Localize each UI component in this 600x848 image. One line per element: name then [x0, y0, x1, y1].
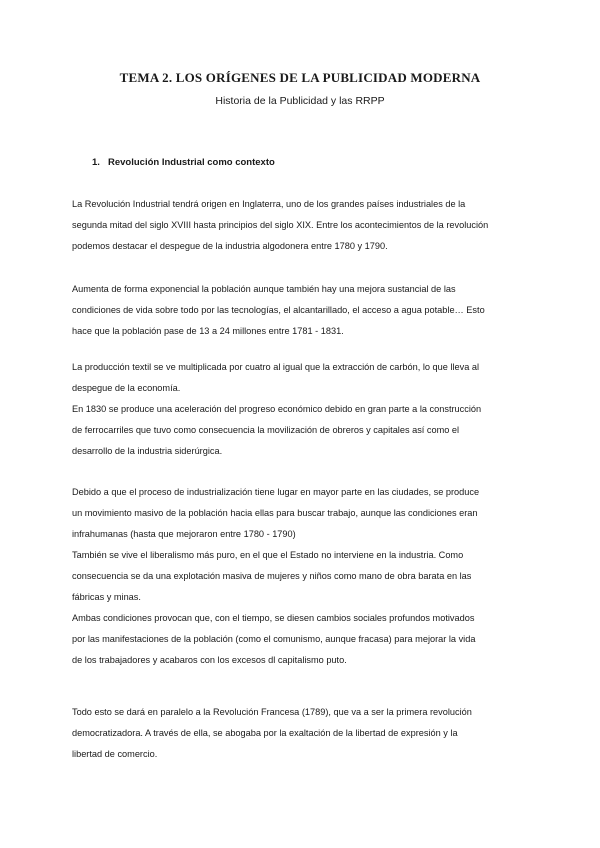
paragraph-4: [72, 482, 530, 671]
section-title: Revolución Industrial como contexto: [108, 157, 275, 168]
paragraph-line: La producción textil se ve multiplicada por cuatro al igual que la extracción de carbón, lo que lleva al: [72, 362, 480, 372]
section-number: 1.: [92, 157, 100, 168]
paragraph-line: hace que la población pase de 13 a 24 millones entre 1781 - 1831.: [72, 326, 344, 336]
paragraph-line: Debido a que el proceso de industrialización tiene lugar en mayor parte en las ciudades, se produce: [72, 487, 480, 497]
paragraph-line: libertad de comercio.: [72, 749, 158, 759]
paragraph-5: [72, 702, 530, 765]
paragraph-line: Todo esto se dará en paralelo a la Revolución Francesa (1789), que va a ser la primera revolución: [72, 707, 472, 717]
paragraph-line: segunda mitad del siglo XVIII hasta principios del siglo XIX. Entre los acontecimientos de la revolución: [72, 220, 489, 230]
paragraph-line: desarrollo de la industria siderúrgica.: [72, 446, 223, 456]
paragraph-line: de los trabajadores y acabaros con los excesos dl capitalismo puto.: [72, 655, 347, 665]
paragraph-line: infrahumanas (hasta que mejoraron entre 1780 - 1790): [72, 529, 296, 539]
paragraph-line: En 1830 se produce una aceleración del progreso económico debido en gran parte a la construcción: [72, 404, 482, 414]
paragraph-2: [72, 279, 530, 342]
paragraph-line: por las manifestaciones de la población (como el comunismo, aunque fracasa) para mejorar la vida: [72, 634, 476, 644]
paragraph-line: La Revolución Industrial tendrá origen en Inglaterra, uno de los grandes países industriales de la: [72, 199, 466, 209]
document-subtitle: Historia de la Publicidad y las RRPP: [215, 95, 385, 107]
document-title: TEMA 2. LOS ORÍGENES DE LA PUBLICIDAD MODERNA: [119, 70, 481, 85]
paragraph-1: [72, 194, 530, 257]
paragraph-3: [72, 357, 530, 462]
paragraph-line: consecuencia se da una explotación masiva de mujeres y niños como mano de obra barata en las: [72, 571, 472, 581]
section-heading: [92, 157, 275, 168]
paragraph-line: un movimiento masivo de la población hacia ellas para buscar trabajo, aunque las condiciones eran: [72, 508, 478, 518]
paragraph-line: condiciones de vida sobre todo por las tecnologías, el alcantarillado, el acceso a agua potable… Esto: [72, 305, 485, 315]
paragraph-line: Aumenta de forma exponencial la población aunque también hay una mejora sustancial de las: [72, 284, 456, 294]
paragraph-line: También se vive el liberalismo más puro, en el que el Estado no interviene en la industria. Como: [72, 550, 464, 560]
paragraph-line: fábricas y minas.: [72, 592, 141, 602]
paragraph-line: podemos destacar el despegue de la industria algodonera entre 1780 y 1790.: [72, 241, 388, 251]
paragraph-line: despegue de la economía.: [72, 383, 181, 393]
paragraph-line: Ambas condiciones provocan que, con el tiempo, se diesen cambios sociales profundos motivados: [72, 613, 475, 623]
paragraph-line: democratizadora. A través de ella, se abogaba por la exaltación de la libertad de expresión y la: [72, 728, 458, 738]
paragraph-line: de ferrocarriles que tuvo como consecuencia la movilización de obreros y capitales así como el: [72, 425, 460, 435]
